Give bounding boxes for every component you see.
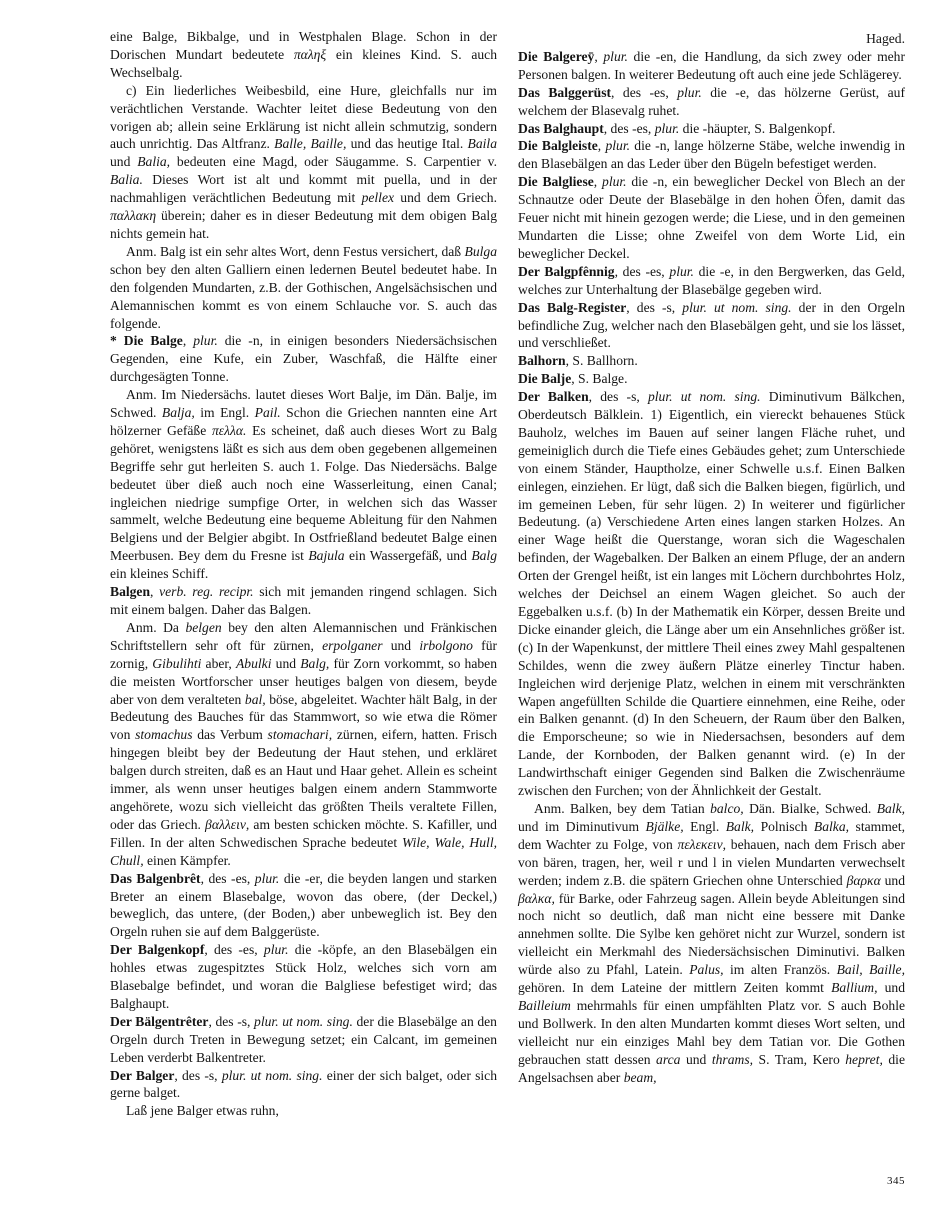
entry-text: und [382, 637, 420, 653]
italic-term: belgen [185, 619, 222, 635]
italic-term: thrams, [711, 1051, 754, 1067]
italic-term: plur. ut nom. sing. [221, 1067, 323, 1083]
dictionary-entry [110, 583, 497, 619]
entry-text: Anm. Balg ist ein sehr altes Wort, denn Festus versichert, daß [126, 243, 465, 259]
italic-term: plur. [654, 120, 680, 136]
italic-term: hepret, [845, 1051, 883, 1067]
entry-text: , [150, 584, 160, 600]
entry-text: , des -s, [626, 299, 683, 315]
italic-term: plur. [603, 48, 628, 64]
entry-text: der die Blasebälge an den Orgeln durch Treten in Bewegung setzet; ein Calcant, im gemeinen Leben verderbt Balkentreter. [110, 1013, 497, 1065]
entry-text: am besten schicken möchte. S. Kafiller, und Fillen. In der alten Schwedischen Sprache bedeutet [110, 816, 497, 850]
dictionary-entry [110, 1013, 497, 1067]
entry-headword: Das Balgenbrêt [110, 870, 201, 886]
italic-term: πελεκειν, [677, 836, 727, 852]
entry-text: im Engl. [194, 405, 255, 421]
italic-term: pellex [361, 190, 395, 206]
entry-text: und [680, 1051, 712, 1067]
entry-text: Dän. Bialke, Schwed. [743, 800, 877, 816]
entry-text: Anm. Im Niedersächs. lautet dieses Wort Balje, im Dän. Balje, im Schwed. [110, 387, 497, 421]
annotation-paragraph [110, 1102, 497, 1120]
entry-text: die -e, das hölzerne Gerüst, auf welchem der Blasevalg ruhet. [518, 84, 906, 118]
italic-term: plur. [602, 174, 627, 190]
italic-term: plur. ut nom. sing. [682, 299, 792, 315]
entry-text: gehören. In dem Lateine der mittlern Zeiten kommt [518, 980, 832, 996]
italic-term: Ballium, [831, 980, 878, 996]
entry-text: einer der sich balget, oder sich gerne balget. [110, 1067, 497, 1101]
entry-text: Dieses Wort ist alt und kommt mit puella, und in der nachmahligen verächtlichen Bedeutung mit [110, 172, 497, 206]
dictionary-entry [110, 941, 497, 1013]
entry-text: schon bey den alten Galliern einen ledernen Beutel bedeutet habe. In den folgenden Mundarten, z.B. der Gothischen, Angelsächsischen und Alemannischen kommt es von einem Schlauche vor. S. auch das folgende. [110, 261, 497, 331]
entry-text: für Barke, oder Fahrzeug sagen. Allein beyde Ableitungen sind noch nicht so deutlich, daß man nicht eine bessere mit Danke annehmen sollte. Die Sylbe ken gehöret nicht zur Wurzel, sondern ist vielleicht ein Merkmahl des Niedersächsischen Diminutivi. Balken würde also zu Pfahl, Latein. [518, 890, 905, 978]
dictionary-entry [518, 137, 905, 173]
italic-term: Balg [471, 548, 497, 564]
entry-text: Diminutivum Bälkchen, Oberdeutsch Bälklein. 1) Eigentlich, ein viereckt behauenes Stück Bauholz, welches im Bauen auf seiner langen Fläche ruhet, und gemeiniglich durch die Tiefe eines Gebäudes gehet; zum Unterschiede von einem Ständer, Hauptholze, einer Schwelle u.s.f. Einen Balken einlegen, einziehen. Er lügt, daß sich die Balken biegen, figürlich, und im gemeinen Leben, für sehr lügen. 2) In weiterer und figürlicher Bedeutung. (a) Verschiedene Arten eines langen starken Holzes. An einer Wage heißt die Querstange, woran sich die Wageschalen befinden, der Wagebalken. Der Balken an einem Pfluge, der an andern Orten der Grengel heißt, ist ein langes mit Löchern durchbohrtes Holz, welches der Deichsel an einem Wagen gleichet. So auch der Eggebalken u.s.f. (b) In der Mathematik ein Körper, dessen Breite und Dicke einander gleich, die Länge aber um ein Ansehnliches größer ist. (c) In der Wapenkunst, der mittlere Theil eines zwey Mahl gespaltenen Schildes, wenn die zwey äußern Plätze einerley Tinctur haben. Ingleichen wird derjenige Platz, welchen in einem mit verschränkten Wapen angefüllten Schilde die Quartiere einnehmen, eine Reihe, oder ein Balken genannt. (d) In den Scheuern, der Raum über den Balken, die Emporscheune; so wie in Niedersachsen, besonders auf dem Lande, der Kornboden, der Balken genannt wird. (e) In der Landwirthschaft einiger Gegenden sind Balken die Zwischenräume zwischen den Furchen; von der Ähnlichkeit der Gestalt. [518, 389, 905, 799]
entry-text: die -köpfe, an den Blasebälgen ein hohles etwas zugespitztes Stück Holz, welches sich vorn am Blasebalge befindet, und woran die Balgliese befestiget wird; das Balghaupt. [110, 942, 498, 1011]
entry-text: die -n, in einigen besonders Niedersächsischen Gegenden, eine Kufe, ein Zuber, Waschfaß, die Hälfte einer durchgesägten Tonne. [110, 333, 497, 385]
entry-headword: Balhorn [518, 353, 566, 369]
entry-text: der in den Orgeln befindliche Zug, welcher nach den Blasebälgen geht, und sie los lässet, und verschließet. [518, 299, 906, 351]
dictionary-entry [518, 263, 905, 299]
italic-term: bal, [244, 691, 266, 707]
italic-term: Palus, [689, 962, 724, 978]
dictionary-entry [110, 332, 497, 386]
entry-text: , des -es, [603, 120, 655, 136]
entry-text: die -e, in den Bergwerken, das Geld, welches zur Unterhaltung der Blasebälge gegeben wird. [518, 263, 905, 297]
entry-text: einen Kämpfer. [143, 852, 231, 868]
entry-text: für Zorn vorkommt, so haben die meisten Wortforscher unser heutiges balgen von diesem, beyde aber von dem veralteten [110, 655, 497, 707]
entry-text: bedeuten eine Magd, oder Säugamme. S. Carpentier v. [170, 154, 497, 170]
italic-term: balco, [710, 800, 744, 816]
italic-term: plur. [677, 84, 702, 100]
entry-text: Laß jene Balger etwas ruhn, [126, 1103, 279, 1119]
entry-text: , [593, 174, 603, 190]
italic-term: Gibulihti [152, 655, 202, 671]
entry-text: die -n, lange hölzerne Stäbe, welche inwendig in den Blasebälgen an das Leder über den Bügeln befestiget werden. [518, 138, 905, 172]
dictionary-entry [518, 84, 905, 120]
entry-text: ein Wassergefäß, und [344, 548, 472, 564]
entry-text: ein kleines Schiff. [110, 566, 209, 582]
entry-text: und [271, 655, 301, 671]
italic-term: Balja, [161, 405, 195, 421]
italic-term: plur. [669, 263, 694, 279]
italic-term: Balk, [876, 800, 905, 816]
entry-text: ein kleines Kind. S. auch Wechselbalg. [110, 46, 497, 80]
italic-term: Balia, [137, 154, 171, 170]
italic-term: Balka, [813, 818, 850, 834]
annotation-paragraph [110, 82, 497, 243]
entry-headword: Die Balgereȳ [518, 48, 595, 64]
italic-term: Balg, [300, 655, 330, 671]
dictionary-entry [110, 1067, 497, 1103]
entry-text: Schon die Griechen nannten eine Art hölzerner Gefäße [110, 405, 498, 438]
italic-term: Bjälke, [645, 818, 684, 834]
entry-text: , [182, 333, 194, 349]
dictionary-entry [518, 120, 905, 138]
dictionary-entry [518, 370, 905, 388]
entry-headword: Die Balgliese [518, 174, 594, 190]
entry-headword: Der Balken [518, 389, 589, 405]
italic-term: plur. [263, 942, 289, 958]
entry-headword: Der Balger [110, 1067, 175, 1083]
entry-text: , des -es, [204, 942, 264, 958]
entry-text: und das heutige Ital. [346, 136, 468, 152]
entry-text: Engl. [683, 818, 726, 834]
entry-text: und [880, 872, 906, 888]
italic-term: Bail, Baille, [836, 962, 905, 978]
entry-text: , des -s, [208, 1013, 255, 1029]
italic-term: Balk, [725, 818, 755, 834]
annotation-paragraph [110, 386, 497, 583]
annotation-paragraph [110, 619, 497, 870]
entry-text: , S. Balge. [571, 371, 628, 387]
right-column [518, 30, 905, 1086]
dictionary-entry [110, 28, 497, 82]
entry-headword: Das Balghaupt [518, 120, 604, 136]
entry-headword: Der Bälgentrêter [110, 1013, 209, 1029]
entry-text: böse, abgeleitet. Wachter hält Balg, in der Bedeutung des Bauches für das Stammwort, so wie etwa die Römer von [110, 691, 497, 743]
entry-text: überein; daher es in dieser Bedeutung mit dem obigen Balg nichts gemein hat. [110, 208, 497, 241]
annotation-paragraph [518, 800, 905, 1087]
entry-text: , des -es, [200, 870, 255, 886]
entry-text: Anm. Da [126, 619, 186, 635]
entry-headword: Der Balgpfênnig [518, 263, 615, 279]
entry-text: und [877, 980, 906, 996]
entry-headword: Balgen [110, 584, 151, 600]
entry-text: , des -s, [588, 389, 648, 405]
entry-text: die Angelsachsen aber [518, 1051, 905, 1085]
entry-text: die -häupter, S. Balgenkopf. [679, 120, 836, 136]
page-number: 345 [887, 1175, 905, 1187]
dictionary-entry [518, 173, 905, 263]
entry-text: die -en, die Handlung, da sich zwey oder mehr Personen balgen. In weiterer Bedeutung oft auch eine jede Schlägerey. [518, 48, 906, 82]
entry-headword: Die Balgleiste [518, 138, 598, 154]
italic-term: πελλα. [211, 422, 247, 438]
italic-term: stomachari, [267, 727, 333, 743]
dictionary-entry [518, 388, 905, 800]
italic-term: Wile, Wale, Hull, Chull, [110, 834, 497, 868]
entry-text: eine Balge, Bikbalge, und in Westphalen Blage. Schon in der Dorischen Mundart bedeutete [110, 29, 497, 62]
entry-text: die -n, ein beweglicher Deckel von Blech an der Schnautze oder Deute der Blasebälge in den hohen Öfen, damit das Feuer nicht mit hinein gezogen werde; die Liese, und in den gemeinen Mundarten die Lisse; ohne Zweifel von dem Worte Lid, ein beweglicher Deckel. [518, 174, 906, 261]
entry-text: bey den alten Alemannischen und Fränkischen Schriftstellern sehr oft für zürnen, [110, 619, 497, 653]
entry-text: sich mit jemanden ringend schlagen. Sich mit einem balgen. Daher das Balgen. [110, 584, 498, 617]
dictionary-entry [518, 352, 905, 370]
entry-text: und dem Griech. [394, 190, 498, 206]
entry-text: Es scheinet, daß auch dieses Wort zu Balg gehöret, wenigstens läßt es sich aus dem oben gegebenen allgemeinen Begriffe sehr gut herleiten S. auch 1. Folge. Das Niedersächs. Balge bedeutet über dieß auch noch eine Wasserleitung, einen Canal; ingleichen niedrige sumpfige Orter, in welchen sich das Wasser sammelt, welche Bedeutung eine bequeme Ableitung für den Nahmen Belgiens und der Belgier abgibt. In Ostfrießland bedeutet Balge einen Meerbusen. Bey dem du Fresne ist [110, 422, 497, 564]
dictionary-entry [110, 870, 497, 942]
entry-text: , des -es, [611, 84, 678, 100]
italic-term: erpolganer [322, 637, 383, 653]
italic-term: plur. [193, 333, 218, 349]
entry-text: , S. Ballhorn. [565, 353, 638, 369]
italic-term: stomachus [135, 727, 193, 743]
italic-term: Abulki [235, 655, 272, 671]
italic-term: plur. [254, 870, 280, 886]
entry-text: behauen, nach dem Frisch aber von bären, tragen, her, weil r und l in vielen Mundarten verwechselt werden; indem z.B. die spätern Griechen ohne Unterschied [518, 836, 905, 888]
entry-headword: * Die Balge [110, 333, 183, 349]
italic-term: παλλακη [110, 208, 157, 224]
entry-text: im alten Französ. [723, 962, 837, 978]
entry-text: stammet, dem Wachter zu Folge, von [518, 818, 905, 852]
italic-term: Bailleium [518, 997, 571, 1013]
annotation-paragraph [110, 243, 497, 333]
italic-term: plur. ut nom. sing. [647, 389, 761, 405]
entry-text: , des -s, [174, 1067, 222, 1083]
italic-term: arca [656, 1051, 681, 1067]
italic-term: Bajula [308, 548, 345, 564]
italic-term: plur. [605, 138, 631, 154]
entry-text: c) Ein liederliches Weibesbild, eine Hure, gleichfalls nur im verächtlichen Verstande. Wachter leitet diese Bedeutung von den vorigen ab; allein seine Erklärung ist nicht allein schmutzig, sondern auch unrichtig. Das Altfranz. [110, 82, 497, 152]
entry-headword: Das Balggerüst [518, 84, 612, 100]
entry-text: S. Tram, Kero [753, 1051, 846, 1067]
italic-term: βαλκα, [518, 890, 555, 906]
entry-headword: Die Balje [518, 371, 572, 387]
italic-term: verb. reg. recipr. [159, 584, 254, 600]
entry-text: Polnisch [754, 818, 814, 834]
entry-text: und [110, 154, 138, 170]
entry-text: aber, [201, 655, 236, 671]
italic-term: irbolgono [419, 637, 473, 653]
running-head: Haged. [866, 31, 905, 46]
italic-term: παληξ [293, 46, 327, 62]
dictionary-entry [518, 299, 905, 353]
italic-term: Balia. [110, 172, 143, 188]
italic-term: βαρκα [846, 872, 881, 888]
entry-text: das Verbum [192, 727, 268, 743]
italic-term: Baila [467, 136, 497, 152]
italic-term: plur. ut nom. sing. [254, 1013, 353, 1029]
entry-text: mehrmahls für einen umpfählten Platz vor. S auch Bohle und Bollwerk. In den alten Mundarten kommt dieses Wort selten, und vielleicht nur ein einziges Mahl bey dem Tatian vor. Die Gothen gebrauchen statt dessen [518, 997, 905, 1067]
entry-headword: Das Balg-Register [518, 299, 627, 315]
entry-text: zürnen, eifern, hatten. Frisch hingegen bleibt bey der Bedeutung der Haut stehen, und erkläret balgen durch streiten, daß es an Haut und Haar gehet. Allein es scheint immer, als wenn unser heutiges balgen einem andern Stammworte angehörete, wozu sich vielleicht das größten Theils veraltete Fillen, oder das Griech. [110, 727, 497, 832]
entry-text: die -er, die beyden langen und starken Breter an einem Blasebalge, wovon das obere, (der Deckel,) beweglich, das untere, (der Boden,) aber unbeweglich ist. Bey den Orgeln ruhen sie auf dem Balggerüste. [110, 870, 497, 940]
italic-term: Balle, Baille, [274, 136, 347, 152]
left-column [110, 28, 497, 1120]
entry-text: , des -es, [614, 263, 670, 279]
italic-term: Bulga [464, 243, 497, 259]
entry-text: , [594, 48, 604, 64]
dictionary-entry [518, 48, 905, 84]
italic-term: Pail. [254, 405, 281, 421]
entry-headword: Der Balgenkopf [110, 942, 205, 958]
entry-text: Anm. Balken, bey dem Tatian [534, 800, 711, 816]
entry-text: und im Diminutivum [518, 818, 646, 834]
italic-term: beam, [623, 1069, 657, 1085]
entry-text: , [597, 138, 606, 154]
entry-text: für zornig, [110, 637, 498, 671]
italic-term: βαλλειν, [205, 816, 250, 832]
